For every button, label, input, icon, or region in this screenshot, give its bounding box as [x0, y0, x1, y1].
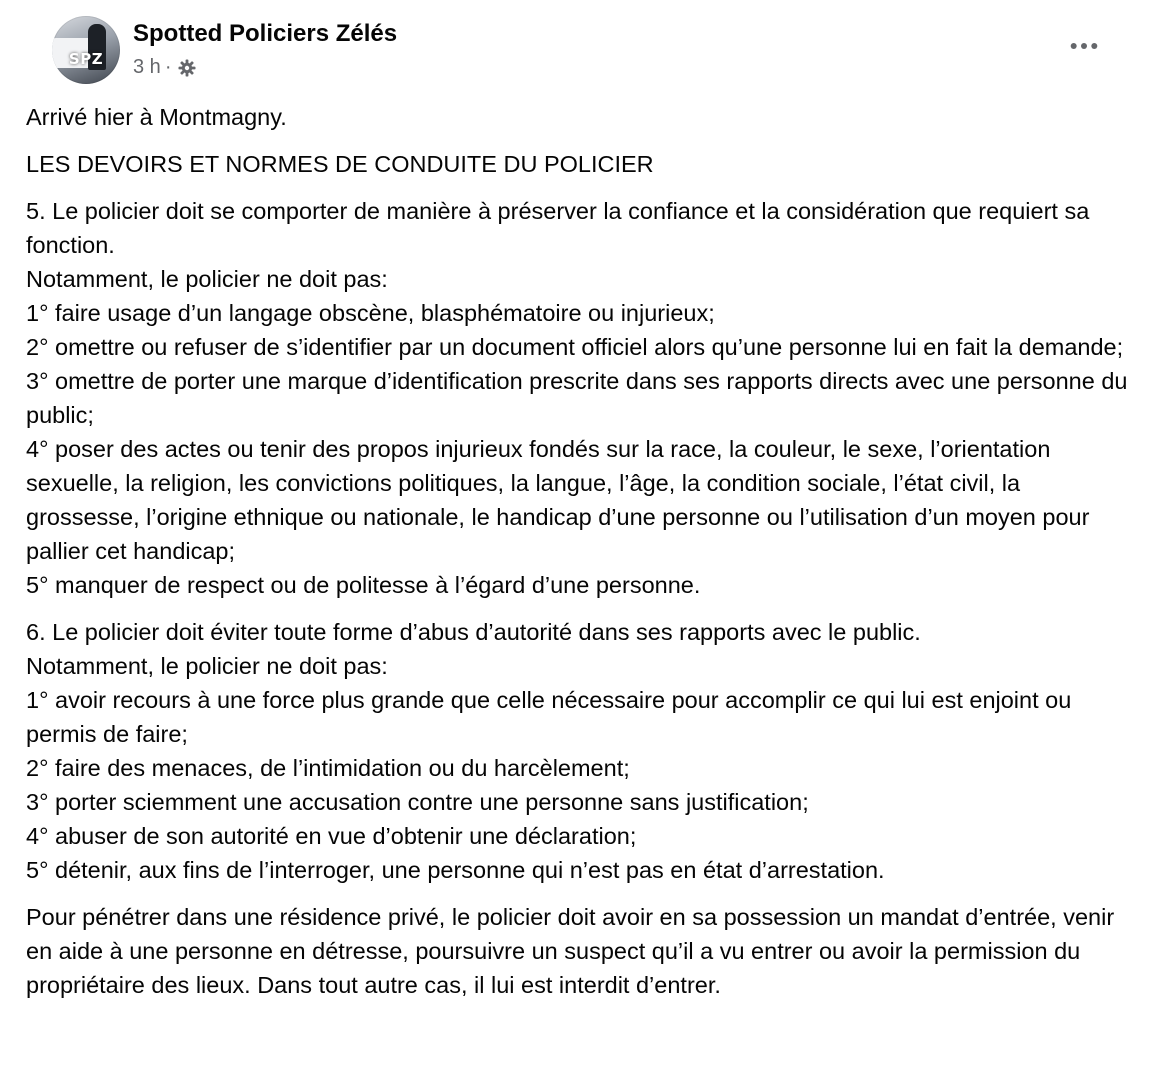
post-paragraph-intro: Arrivé hier à Montmagny.	[26, 104, 287, 130]
post-paragraph-article-5	[26, 194, 1132, 602]
article-6-item: 1° avoir recours à une force plus grande que celle nécessaire pour accomplir ce qui lui est enjoint ou permis de faire;	[26, 687, 1072, 747]
article-6-item: 3° porter sciemment une accusation contre une personne sans justification;	[26, 789, 809, 815]
avatar-logo-text: SPZ	[68, 50, 104, 68]
more-options-button[interactable]	[1066, 30, 1102, 62]
meta-separator: ·	[164, 56, 172, 78]
article-5-item: 4° poser des actes ou tenir des propos injurieux fondés sur la race, la couleur, le sexe, l’orientation sexuelle, la religion, les convictions politiques, la langue, l’âge, la condition sociale, l’état civil, la grossesse, l’origine ethnique ou nationale, le handicap d’une personne ou l’utilisation d’un moyen pour pallier cet handicap;	[26, 436, 1090, 564]
page-avatar[interactable]	[52, 16, 120, 84]
post-meta	[133, 56, 197, 79]
post-timestamp[interactable]: 3 h	[133, 56, 161, 78]
article-6-intro: Notamment, le policier ne doit pas:	[26, 653, 388, 679]
article-6-heading: 6. Le policier doit éviter toute forme d’abus d’autorité dans ses rapports avec le public.	[26, 619, 921, 645]
post-paragraph-article-6	[26, 615, 1132, 887]
post-paragraph-residence: Pour pénétrer dans une résidence privé, le policier doit avoir en sa possession un mandat d’entrée, venir en aide à une personne en détresse, poursuivre un suspect qu’il a vu entrer ou avoir la permission du propriétaire des lieux. Dans tout autre cas, il lui est interdit d’entrer.	[26, 904, 1115, 998]
article-5-item: 5° manquer de respect ou de politesse à l’égard d’une personne.	[26, 572, 701, 598]
article-6-item: 5° détenir, aux fins de l’interroger, une personne qui n’est pas en état d’arrestation.	[26, 857, 885, 883]
article-6-item: 2° faire des menaces, de l’intimidation ou du harcèlement;	[26, 755, 630, 781]
article-6-item: 4° abuser de son autorité en vue d’obtenir une déclaration;	[26, 823, 637, 849]
article-5-item: 1° faire usage d’un langage obscène, blasphématoire ou injurieux;	[26, 300, 715, 326]
page-name[interactable]: Spotted Policiers Zélés	[133, 20, 398, 47]
article-5-intro: Notamment, le policier ne doit pas:	[26, 266, 388, 292]
post-body	[26, 100, 1132, 1002]
more-options-icon	[1069, 41, 1099, 51]
gear-icon[interactable]	[177, 58, 197, 78]
post-header	[26, 0, 1132, 100]
article-5-item: 3° omettre de porter une marque d’identification prescrite dans ses rapports directs avec une personne du public;	[26, 368, 1128, 428]
article-5-item: 2° omettre ou refuser de s’identifier par un document officiel alors qu’une personne lui en fait la demande;	[26, 334, 1124, 360]
post-paragraph-title: LES DEVOIRS ET NORMES DE CONDUITE DU POLICIER	[26, 151, 654, 177]
article-5-heading: 5. Le policier doit se comporter de manière à préserver la confiance et la considération que requiert sa fonction.	[26, 198, 1090, 258]
